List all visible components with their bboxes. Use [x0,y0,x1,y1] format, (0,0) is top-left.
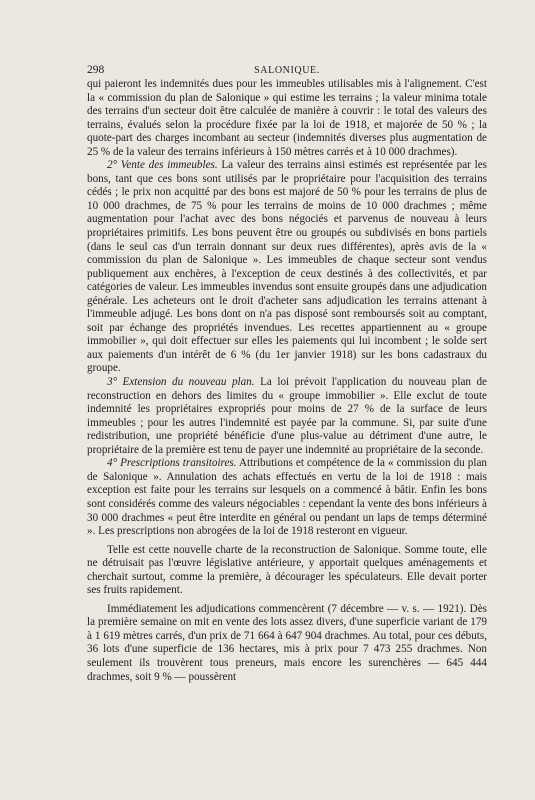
paragraph-nouvelle-charte: Telle est cette nouvelle charte de la reconstruction de Salonique. Somme toute, elle ne détruisait pas l'œuvre législative antérieure, y apportait quelques aménagements et cherchait surtout, comme la première, à décourager les spéculateurs. Elle devait porter ses fruits rapidement. [87,543,487,597]
body-text [87,78,487,684]
paragraph-continuation: qui paieront les indemnités dues pour les immeubles utilisables mis à l'alignement. C'est la « commission du plan de Salonique » qui estime les terrains ; la valeur minima totale des terrains d'un secteur doit être calculée de manière à couvrir : le total des valeurs des terrains, évalués selon la procédure fixée par la loi de 1918, et majorée de 50 % ; la quote-part des charges incombant au secteur (indemnités diverses plus augmentation de 25 % de la valeur des terrains inférieurs à 150 mètres carrés et à 10 000 drachmes). [87,78,487,158]
section-title: 4° Prescriptions transitoires. [107,457,237,470]
page-number: 298 [87,64,105,76]
section-title: 3° Extension du nouveau plan. [107,376,255,389]
paragraph-extension-du-plan: 3° Extension du nouveau plan. La loi prévoit l'application du nouveau plan de reconstruction en dehors des limites du « groupe immobilier ». Elle exclut de toute indemnité les propriétaires expropriés pour moins de 27 % de la surface de leurs immeubles ; pour les autres l'indemnité est payée par la commune. Si, par suite d'une redistribution, une propriété bénéficie d'une plus-value au détriment d'une autre, le propriétaire de la première est tenu de payer une indemnité au propriétaire de la seconde. [87,376,487,456]
paragraph-prescriptions-transitoires: 4° Prescriptions transitoires. Attributions et compétence de la « commission du plan de Salonique ». Annulation des achats effectués en vertu de la loi de 1918 : mais exception est faite pour les terrains sur lesquels on a commencé à bâtir. Enfin les bons sont considérés comme des valeurs négociables : cependant la vente des bons inférieurs à 30 000 drachmes « peut être interdite en général ou pendant un laps de temps déterminé ». Les prescriptions non abrogées de la loi de 1918 resteront en vigueur. [87,457,487,538]
running-head: SALONIQUE. [254,65,320,76]
page-header [87,64,487,78]
paragraph-adjudications: Immédiatement les adjudications commencèrent (7 décembre — v. s. — 1921). Dès la première semaine on mit en vente des lots assez divers, d'une superficie variant de 179 à 1 619 mètres carrés, d'un prix de 71 664 à 647 904 drachmes. Au total, pour ces débuts, 36 lots d'une superficie de 136 hectares, mis à prix pour 7 473 255 drachmes. Non seulement ils trouvèrent tous preneurs, mais encore les surenchères — 645 444 drachmes, soit 9 % — poussèrent [87,602,487,683]
paragraph-vente-des-immeubles: 2° Vente des immeubles. La valeur des terrains ainsi estimés est représentée par les bons, tant que ces bons sont utilisés par le propriétaire pour l'acquisition des terrains cédés ; le prix non acquitté par des bons est majoré de 50 % pour les terrains de plus de 10 000 drachmes, de 75 % pour les terrains de moins de 10 000 drachmes ; même augmentation pour l'achat avec des bons négociés et parvenus de nouveau à leurs propriétaires primitifs. Les bons peuvent être ou groupés ou subdivisés en bons partiels (dans le seul cas d'un terrain donnant sur deux rues différentes), après avis de la « commission du plan de Salonique ». Les immeubles de chaque secteur sont vendus publiquement aux enchères, à l'exception de ceux destinés à des collectivités, et par catégories de valeur. Les immeubles invendus sont ensuite groupés dans une adjudication générale. Les acheteurs ont le droit d'acheter sans adjudication les terrains attenant à l'immeuble adjugé. Les bons dont on n'a pas disposé sont remboursés soit au comptant, soit par échange des propriétés invendues. Les recettes appartiennent au « groupe immobilier », qui doit effectuer sur elles les paiements qui lui incombent ; le solde sert aux paiements d'un intérêt de 6 % (du 1er janvier 1918) sur les bons cadastraux du groupe. [87,159,487,375]
section-title: 2° Vente des immeubles. [107,159,218,172]
